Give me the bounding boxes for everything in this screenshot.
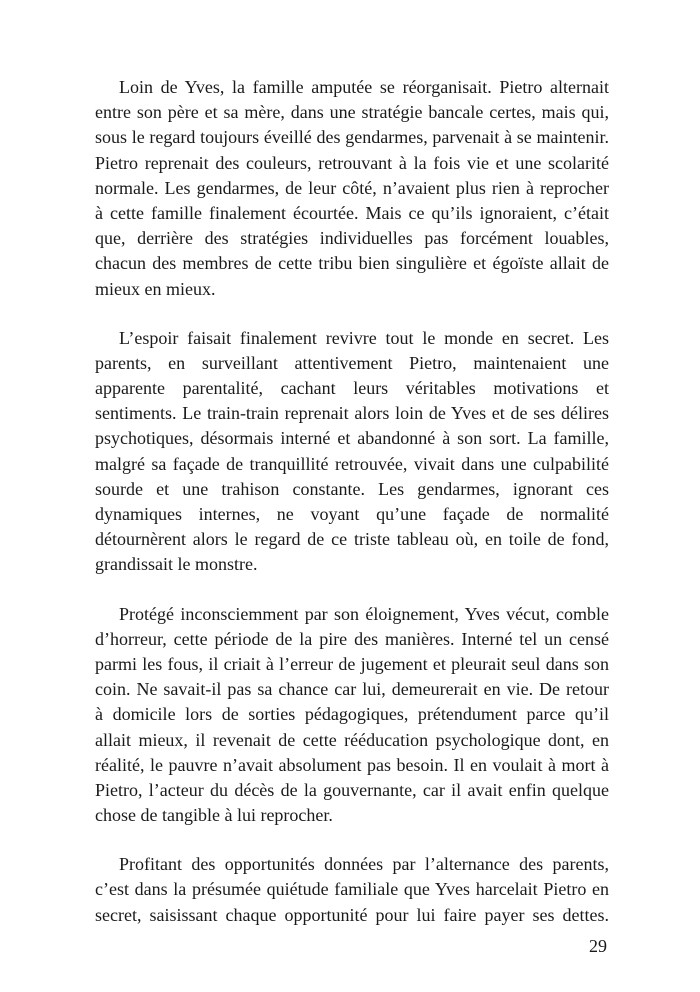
text-line: chose de tangible à lui reprocher. xyxy=(95,805,333,826)
paragraph xyxy=(95,326,609,578)
text-line: sous le regard toujours éveillé des gendarmes, parvenait à se maintenir. xyxy=(95,127,609,148)
text-line: coin. Ne savait-il pas sa chance car lui, demeurerait en vie. De retour xyxy=(95,679,609,700)
text-line: malgré sa façade de tranquillité retrouvée, vivait dans une culpabilité xyxy=(95,453,609,474)
text-line: Loin de Yves, la famille amputée se réorganisait. Pietro alternait xyxy=(119,77,609,97)
text-line: Protégé inconsciemment par son éloignement, Yves vécut, comble xyxy=(119,603,609,624)
text-line: apparente parentalité, cachant leurs véritables motivations et xyxy=(95,378,609,399)
text-line: à cette famille finalement écourtée. Mais ce qu’ils ignoraient, c’était xyxy=(95,202,609,223)
text-line: d’horreur, cette période de la pire des manières. Interné tel un censé xyxy=(95,628,609,649)
text-line: Pietro, l’acteur du décès de la gouvernante, car il avait enfin quelque xyxy=(95,779,609,800)
text-line: à domicile lors de sorties pédagogiques, prétendument parce qu’il xyxy=(95,704,609,725)
text-line: L’espoir faisait finalement revivre tout le monde en secret. Les xyxy=(119,327,609,348)
text-line: entre son père et sa mère, dans une stratégie bancale certes, mais qui, xyxy=(95,102,609,123)
text-line: réalité, le pauvre n’avait absolument pas besoin. Il en voulait à mort à xyxy=(95,754,609,775)
text-line: psychotiques, désormais interné et abandonné à son sort. La famille, xyxy=(95,428,609,449)
text-line: secret, saisissant chaque opportunité pour lui faire payer ses dettes. xyxy=(95,904,609,925)
text-line: grandissait le monstre. xyxy=(95,554,258,575)
text-line: sourde et une trahison constante. Les gendarmes, ignorant ces xyxy=(95,478,609,499)
text-line: que, derrière des stratégies individuelles pas forcément louables, xyxy=(95,228,609,249)
page-body xyxy=(95,75,609,928)
text-line: Pietro reprenait des couleurs, retrouvant à la fois vie et une scolarité xyxy=(95,152,609,173)
text-line: Profitant des opportunités données par l’alternance des parents, xyxy=(119,854,609,875)
text-line: dynamiques internes, ne voyant qu’une façade de normalité xyxy=(95,504,609,524)
text-line: mieux en mieux. xyxy=(95,278,216,299)
text-line: chacun des membres de cette tribu bien singulière et égoïste allait de xyxy=(95,253,609,274)
text-line: c’est dans la présumée quiétude familiale que Yves harcelait Pietro en xyxy=(95,879,609,900)
text-line: allait mieux, il revenait de cette rééducation psychologique dont, en xyxy=(95,729,609,750)
text-line: détournèrent alors le regard de ce triste tableau où, en toile de fond, xyxy=(95,529,609,550)
paragraph xyxy=(95,602,609,829)
text-line: sentiments. Le train-train reprenait alors loin de Yves et de ses délires xyxy=(95,403,609,424)
paragraph xyxy=(95,852,609,928)
text-line: normale. Les gendarmes, de leur côté, n’avaient plus rien à reprocher xyxy=(95,177,609,198)
page-number: 29 xyxy=(589,936,607,956)
text-line: parmi les fous, il criait à l’erreur de jugement et pleurait seul dans son xyxy=(95,653,609,674)
paragraph xyxy=(95,75,609,302)
text-line: parents, en surveillant attentivement Pietro, maintenaient une xyxy=(95,352,609,373)
